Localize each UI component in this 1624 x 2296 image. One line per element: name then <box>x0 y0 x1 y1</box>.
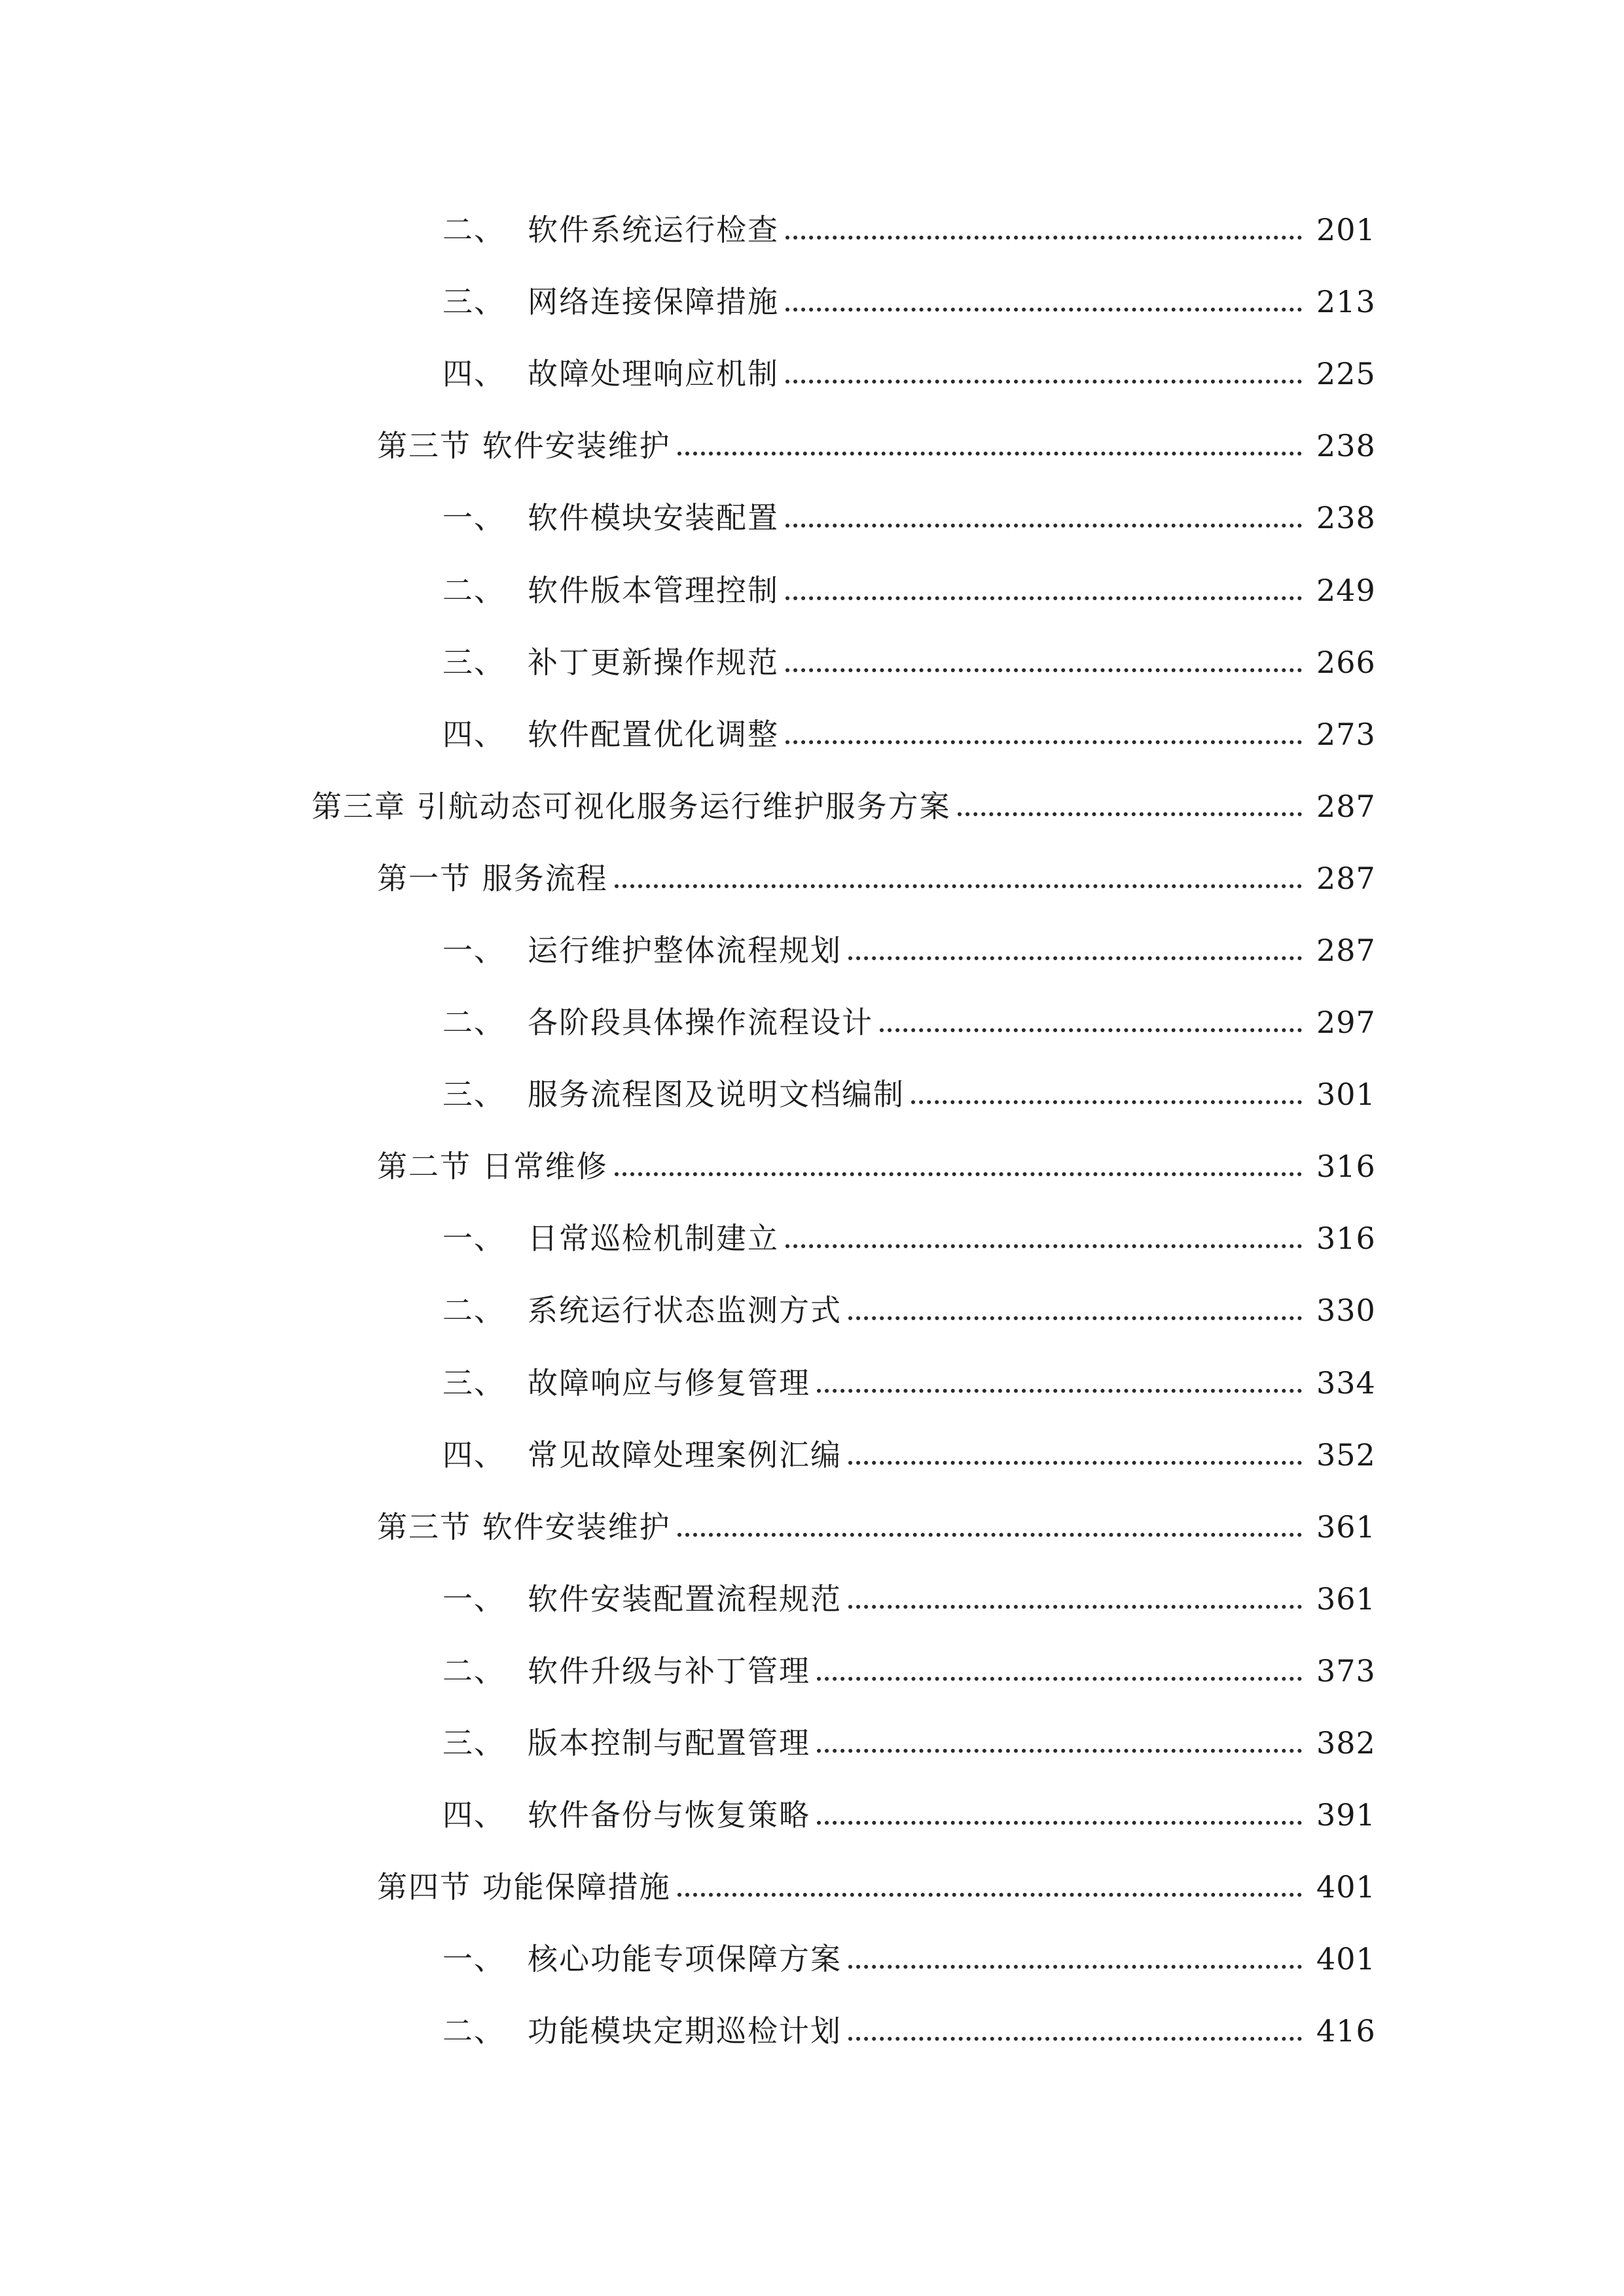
toc-entry-3-4-2[interactable] <box>0 1995 1624 2067</box>
toc-page-number: 382 <box>1316 1725 1376 1761</box>
toc-entry-title: 一、 软件安装配置流程规范 <box>442 1581 842 1617</box>
dot-leader <box>848 956 1302 960</box>
dot-leader <box>848 2037 1302 2041</box>
dot-leader <box>848 1605 1302 1609</box>
toc-entry-chapter-3[interactable] <box>0 770 1624 842</box>
toc-entry-2-2-2[interactable] <box>0 194 1624 266</box>
toc-entry-title: 二、 软件版本管理控制 <box>442 572 779 608</box>
toc-entry-title: 三、 补丁更新操作规范 <box>442 644 779 680</box>
toc-entry-title: 三、 服务流程图及说明文档编制 <box>442 1077 905 1113</box>
toc-entry-title: 四、 常见故障处理案例汇编 <box>442 1437 842 1473</box>
toc-entry-section-2-3[interactable] <box>0 410 1624 482</box>
dot-leader <box>848 1461 1302 1465</box>
toc-entry-3-2-3[interactable] <box>0 1347 1624 1419</box>
toc-entry-title: 三、 故障响应与修复管理 <box>442 1365 810 1401</box>
toc-page-number: 266 <box>1316 644 1376 680</box>
dot-leader <box>785 668 1302 672</box>
dot-leader <box>677 452 1302 456</box>
toc-page-number: 287 <box>1316 860 1376 896</box>
toc-page-number: 334 <box>1316 1365 1376 1401</box>
dot-leader <box>677 1533 1302 1537</box>
toc-entry-section-3-3[interactable] <box>0 1491 1624 1563</box>
toc-entry-2-3-1[interactable] <box>0 482 1624 554</box>
toc-page-number: 330 <box>1316 1293 1376 1329</box>
toc-page-number: 316 <box>1316 1221 1376 1257</box>
toc-entry-title: 一、 日常巡检机制建立 <box>442 1221 779 1257</box>
toc-page-number: 225 <box>1316 356 1376 392</box>
toc-page-number: 238 <box>1316 428 1376 464</box>
toc-entry-title: 三、 网络连接保障措施 <box>442 284 779 320</box>
toc-entry-2-2-3[interactable] <box>0 266 1624 338</box>
toc-entry-3-1-2[interactable] <box>0 986 1624 1058</box>
toc-page-number: 201 <box>1316 212 1376 248</box>
dot-leader <box>785 308 1302 312</box>
toc-entry-3-2-2[interactable] <box>0 1274 1624 1346</box>
toc-page-number: 287 <box>1316 932 1376 968</box>
dot-leader <box>817 1749 1302 1753</box>
toc-entry-2-2-4[interactable] <box>0 338 1624 410</box>
dot-leader <box>848 1316 1302 1320</box>
dot-leader <box>817 1677 1302 1681</box>
toc-page-number: 416 <box>1316 2013 1376 2049</box>
toc-entry-title: 二、 系统运行状态监测方式 <box>442 1293 842 1329</box>
toc-entry-title: 一、 软件模块安装配置 <box>442 500 779 536</box>
toc-page-number: 316 <box>1316 1149 1376 1185</box>
toc-entry-3-3-3[interactable] <box>0 1707 1624 1779</box>
toc-page-number: 213 <box>1316 284 1376 320</box>
toc-entry-title: 二、 各阶段具体操作流程设计 <box>442 1005 873 1041</box>
toc-entry-3-1-1[interactable] <box>0 914 1624 986</box>
toc-entry-3-1-3[interactable] <box>0 1058 1624 1130</box>
toc-entry-2-3-3[interactable] <box>0 626 1624 698</box>
toc-entry-title: 二、 功能模块定期巡检计划 <box>442 2013 842 2049</box>
dot-leader <box>911 1100 1302 1104</box>
dot-leader <box>785 596 1302 600</box>
toc-entry-section-3-2[interactable] <box>0 1130 1624 1202</box>
dot-leader <box>817 1389 1302 1393</box>
toc-entry-title: 三、 版本控制与配置管理 <box>442 1725 810 1761</box>
dot-leader <box>958 812 1302 816</box>
dot-leader <box>615 1172 1302 1176</box>
toc-entry-title: 一、 核心功能专项保障方案 <box>442 1941 842 1977</box>
toc-entry-3-2-4[interactable] <box>0 1419 1624 1491</box>
toc-page-number: 401 <box>1316 1869 1376 1905</box>
toc-entry-2-3-4[interactable] <box>0 698 1624 770</box>
dot-leader <box>615 884 1302 888</box>
toc-entry-title: 四、 软件备份与恢复策略 <box>442 1797 810 1833</box>
toc-page-number: 361 <box>1316 1581 1376 1617</box>
toc-entry-2-3-2[interactable] <box>0 554 1624 626</box>
toc-page-number: 273 <box>1316 716 1376 752</box>
toc-page-number: 249 <box>1316 572 1376 608</box>
toc-entry-section-3-4[interactable] <box>0 1851 1624 1923</box>
toc-entry-title: 第三节 软件安装维护 <box>377 1509 671 1545</box>
toc-page-number: 301 <box>1316 1077 1376 1113</box>
toc-page-number: 238 <box>1316 500 1376 536</box>
toc-entry-title: 二、 软件系统运行检查 <box>442 212 779 248</box>
toc-entry-title: 二、 软件升级与补丁管理 <box>442 1653 810 1689</box>
toc-entry-title: 第三章 引航动态可视化服务运行维护服务方案 <box>312 788 951 824</box>
dot-leader <box>677 1893 1302 1897</box>
toc-entry-3-4-1[interactable] <box>0 1923 1624 1995</box>
dot-leader <box>785 524 1302 528</box>
toc-entry-3-3-4[interactable] <box>0 1779 1624 1851</box>
toc-entry-title: 第四节 功能保障措施 <box>377 1869 671 1905</box>
toc-page-number: 287 <box>1316 788 1376 824</box>
dot-leader <box>880 1028 1302 1032</box>
dot-leader <box>785 380 1302 384</box>
toc-entry-title: 第一节 服务流程 <box>377 860 608 896</box>
toc-page-number: 352 <box>1316 1437 1376 1473</box>
toc-entry-title: 第三节 软件安装维护 <box>377 428 671 464</box>
toc-page-number: 297 <box>1316 1005 1376 1041</box>
toc-entry-title: 四、 故障处理响应机制 <box>442 356 779 392</box>
dot-leader <box>785 236 1302 240</box>
toc-entry-3-3-2[interactable] <box>0 1635 1624 1707</box>
toc-page-number: 401 <box>1316 1941 1376 1977</box>
dot-leader <box>817 1821 1302 1825</box>
dot-leader <box>785 740 1302 744</box>
toc-entry-3-2-1[interactable] <box>0 1202 1624 1274</box>
toc-entry-title: 第二节 日常维修 <box>377 1149 608 1185</box>
dot-leader <box>848 1965 1302 1969</box>
toc-entry-title: 一、 运行维护整体流程规划 <box>442 932 842 968</box>
toc-page-number: 391 <box>1316 1797 1376 1833</box>
table-of-contents <box>0 194 1624 2067</box>
toc-entry-3-3-1[interactable] <box>0 1563 1624 1635</box>
dot-leader <box>785 1244 1302 1248</box>
toc-entry-section-3-1[interactable] <box>0 842 1624 914</box>
toc-page-number: 361 <box>1316 1509 1376 1545</box>
toc-page-number: 373 <box>1316 1653 1376 1689</box>
toc-entry-title: 四、 软件配置优化调整 <box>442 716 779 752</box>
